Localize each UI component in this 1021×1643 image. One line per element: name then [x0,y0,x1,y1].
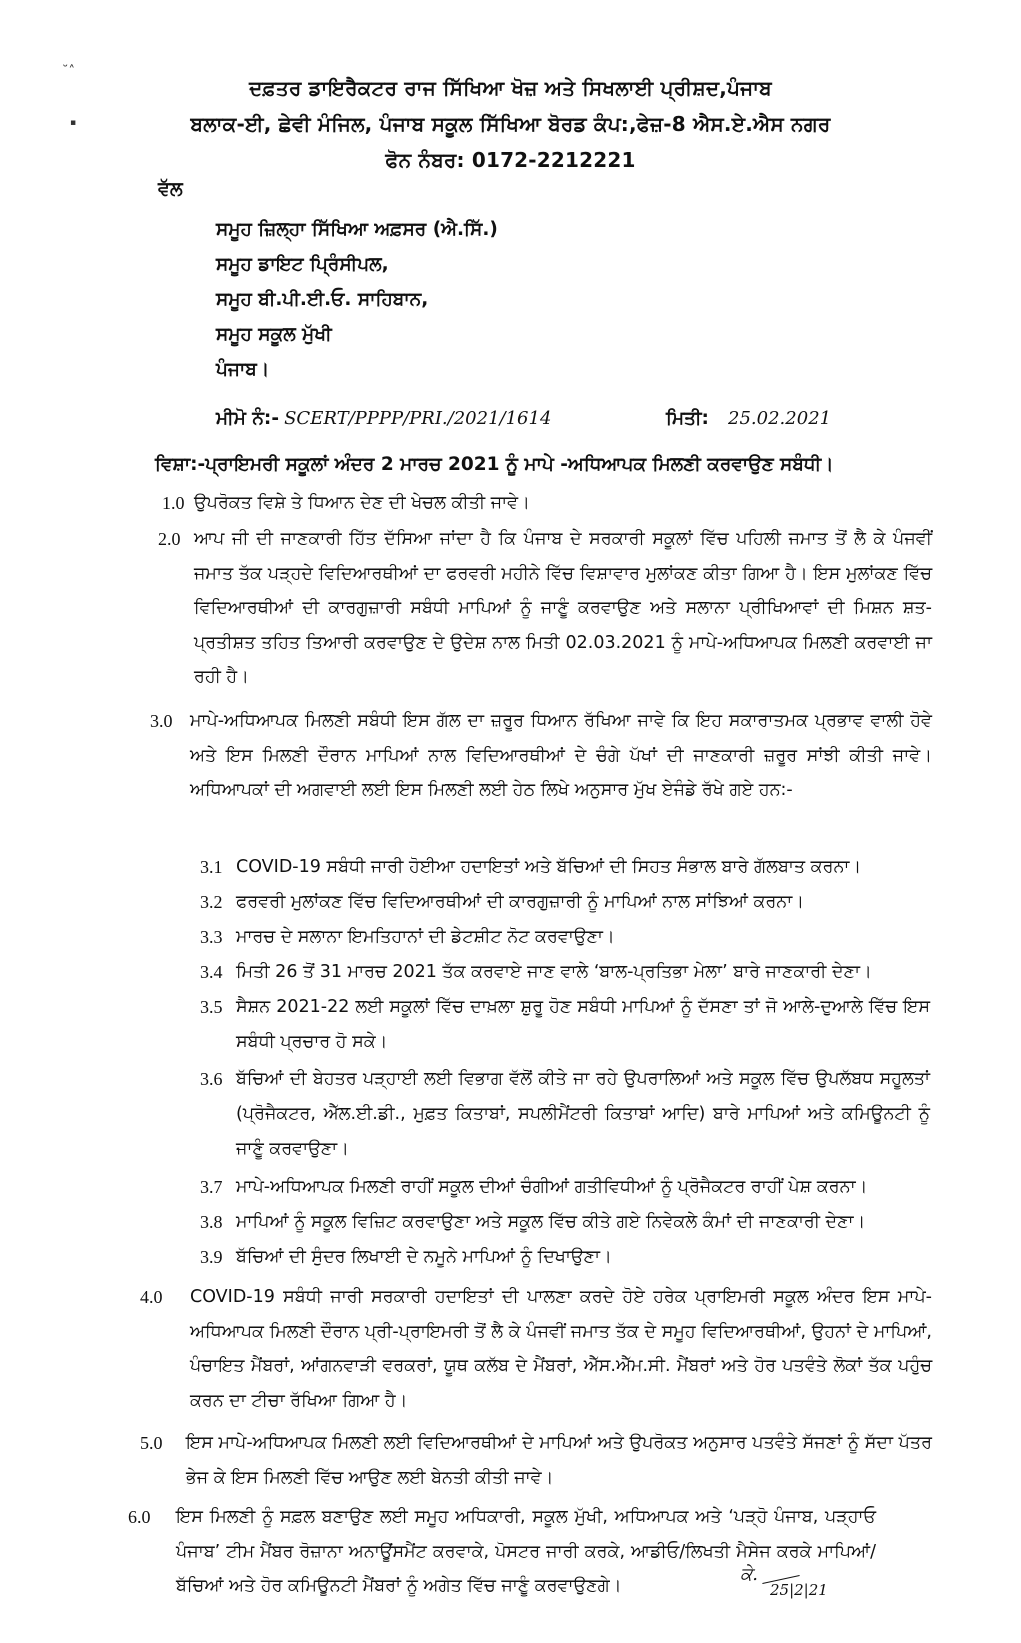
addressee-item: ਸਮੂਹ ਸਕੂਲ ਮੁੱਖੀ [216,324,332,345]
agenda-text: ਮਿਤੀ 26 ਤੋਂ 31 ਮਾਰਚ 2021 ਤੱਕ ਕਰਵਾਏ ਜਾਣ ਵਾਲੇ ‘ਬਾਲ-ਪ੍ਰਤਿਭਾ ਮੇਲਾ’ ਬਾਰੇ ਜਾਣਕਾਰੀ ਦੇਣਾ। [236,962,872,982]
paragraph-1 [150,486,935,520]
memo-label: ਮੀਮੋ ਨੰ:- [216,408,279,429]
date-label: ਮਿਤੀ: [666,408,709,429]
memo-number: SCERT/PPPP/PRI./2021/1614 [284,408,552,429]
agenda-text: ਬੱਚਿਆਂ ਦੀ ਸੁੰਦਰ ਲਿਖਾਈ ਦੇ ਨਮੂਨੇ ਮਾਪਿਆਂ ਨੂੰ ਦਿਖਾਉਣਾ। [236,1247,612,1267]
memo-line [216,408,551,429]
paragraph-text: ਉਪਰੋਕਤ ਵਿਸ਼ੇ ਤੇ ਧਿਆਨ ਦੇਣ ਦੀ ਖੇਚਲ ਕੀਤੀ ਜਾਵੇ। [194,493,530,513]
addressee-list [216,212,498,387]
signature-initials: ਕੇ. [740,1564,758,1585]
agenda-number: 3.4 [200,962,223,982]
to-label: ਵੱਲ [158,178,183,200]
paragraph-number: 5.0 [140,1433,163,1453]
date-value: 25.02.2021 [728,408,832,429]
agenda-number: 3.3 [200,927,223,947]
agenda-number: 3.9 [200,1247,223,1267]
addressee-item: ਸਮੂਹ ਡਾਇਟ ਪ੍ਰਿੰਸੀਪਲ, [216,254,389,275]
date-line [666,408,831,429]
office-name: ਦਫ਼ਤਰ ਡਾਇਰੈਕਟਰ ਰਾਜ ਸਿੱਖਿਆ ਖੋਜ਼ ਅਤੇ ਸਿਖਲਾਈ ਪ੍ਰੀਸ਼ਦ,ਪੰਜਾਬ [249,76,772,100]
office-address: ਬਲਾਕ-ਈ, ਛੇਵੀ ਮੰਜਿਲ, ਪੰਜਾਬ ਸਕੂਲ ਸਿੱਖਿਆ ਬੋਰਡ ਕੰਪ:,ਫੇਜ਼-8 ਐਸ.ਏ.ਐਸ ਨਗਰ [190,112,831,136]
addressee-item: ਸਮੂਹ ਜ਼ਿਲ੍ਹਾ ਸਿੱਖਿਆ ਅਫ਼ਸਰ (ਐ.ਸਿੱ.) [216,219,498,240]
agenda-number: 3.8 [200,1212,223,1232]
signature [740,1564,828,1599]
paragraph-number: 1.0 [162,493,185,513]
paragraph-text: ਇਸ ਮਾਪੇ-ਅਧਿਆਪਕ ਮਿਲਣੀ ਲਈ ਵਿਦਿਆਰਥੀਆਂ ਦੇ ਮਾਪਿਆਂ ਅਤੇ ਉਪਰੋਕਤ ਅਨੁਸਾਰ ਪਤਵੰਤੇ ਸੱਜਣਾਂ ਨੂੰ ਸੱਦਾ ਪੱਤਰ ਭੇਜ ਕੇ ਇਸ ਮਿਲਣੀ ਵਿੱਚ ਆਉਣ ਲਈ ਬੇਨਤੀ ਕੀਤੀ ਜਾਵੇ। [186,1433,932,1488]
agenda-number: 3.7 [200,1177,223,1197]
agenda-number: 3.1 [200,857,223,877]
subject-line: ਵਿਸ਼ਾ:-ਪ੍ਰਾਇਮਰੀ ਸਕੂਲਾਂ ਅੰਦਰ 2 ਮਾਰਚ 2021 ਨੂੰ ਮਾਪੇ -ਅਧਿਆਪਕ ਮਿਲਣੀ ਕਰਵਾਉਣ ਸਬੰਧੀ। [155,454,834,475]
paragraph-text: COVID-19 ਸਬੰਧੀ ਜਾਰੀ ਸਰਕਾਰੀ ਹਦਾਇਤਾਂ ਦੀ ਪਾਲਣਾ ਕਰਦੇ ਹੋਏ ਹਰੇਕ ਪ੍ਰਾਇਮਰੀ ਸਕੂਲ ਅੰਦਰ ਇਸ ਮਾਪੇ-ਅਧਿਆਪਕ ਮਿਲਣੀ ਦੌਰਾਨ ਪ੍ਰੀ-ਪ੍ਰਾਇਮਰੀ ਤੋਂ ਲੈ ਕੇ ਪੰਜਵੀਂ ਜਮਾਤ ਤੱਕ ਦੇ ਸਮੂਹ ਵਿਦਿਆਰਥੀਆਂ, ਉਹਨਾਂ ਦੇ ਮਾਪਿਆਂ, ਪੰਚਾਇਤ ਮੈਂਬਰਾਂ, ਆਂਗਨਵਾੜੀ ਵਰਕਰਾਂ, ਯੂਥ ਕਲੱਬ ਦੇ ਮੈਂਬਰਾਂ, ਐੱਸ.ਐੱਮ.ਸੀ. ਮੈਂਬਰਾਂ ਅਤੇ ਹੋਰ ਪਤਵੰਤੇ ਲੋਕਾਂ ਤੱਕ ਪਹੁੰਚ ਕਰਨ ਦਾ ਟੀਚਾ ਰੱਖਿਆ ਗਿਆ ਹੈ। [190,1287,932,1411]
agenda-text: ਫਰਵਰੀ ਮੁਲਾਂਕਣ ਵਿੱਚ ਵਿਦਿਆਰਥੀਆਂ ਦੀ ਕਾਰਗੁਜ਼ਾਰੀ ਨੂੰ ਮਾਪਿਆਂ ਨਾਲ ਸਾਂਝਿਆਂ ਕਰਨਾ। [236,892,805,912]
paragraph-number: 4.0 [140,1287,163,1307]
paragraph-text: ਮਾਪੇ-ਅਧਿਆਪਕ ਮਿਲਣੀ ਸਬੰਧੀ ਇਸ ਗੱਲ ਦਾ ਜ਼ਰੂਰ ਧਿਆਨ ਰੱਖਿਆ ਜਾਵੇ ਕਿ ਇਹ ਸਕਾਰਾਤਮਕ ਪ੍ਰਭਾਵ ਵਾਲੀ ਹੋਵੇ ਅਤੇ ਇਸ ਮਿਲਣੀ ਦੌਰਾਨ ਮਾਪਿਆਂ ਨਾਲ ਵਿਦਿਆਰਥੀਆਂ ਦੇ ਚੰਗੇ ਪੱਖਾਂ ਦੀ ਜਾਣਕਾਰੀ ਜ਼ਰੂਰ ਸਾਂਝੀ ਕੀਤੀ ਜਾਵੇ। ਅਧਿਆਪਕਾਂ ਦੀ ਅਗਵਾਈ ਲਈ ਇਸ ਮਿਲਣੀ ਲਈ ਹੇਠ ਲਿਖੇ ਅਨੁਸਾਰ ਮੁੱਖ ਏਜੰਡੇ ਰੱਖੇ ਗਏ ਹਨ:- [190,711,932,800]
agenda-text: COVID-19 ਸਬੰਧੀ ਜਾਰੀ ਹੋਈਆ ਹਦਾਇਤਾਂ ਅਤੇ ਬੱਚਿਆਂ ਦੀ ਸਿਹਤ ਸੰਭਾਲ ਬਾਰੇ ਗੱਲਬਾਤ ਕਰਨਾ। [236,857,862,877]
addressee-item: ਸਮੂਹ ਬੀ.ਪੀ.ਈ.ਓ. ਸਾਹਿਬਾਨ, [216,289,429,310]
signature-date: 25|2|21 [770,1581,828,1599]
paragraph-3 [150,704,935,844]
scan-mark: ▪ [70,118,77,128]
agenda-text: ਮਾਪਿਆਂ ਨੂੰ ਸਕੂਲ ਵਿਜ਼ਿਟ ਕਰਵਾਉਣਾ ਅਤੇ ਸਕੂਲ ਵਿੱਚ ਕੀਤੇ ਗਏ ਨਿਵੇਕਲੇ ਕੰਮਾਂ ਦੀ ਜਾਣਕਾਰੀ ਦੇਣਾ। [236,1212,866,1232]
agenda-text: ਮਾਰਚ ਦੇ ਸਲਾਨਾ ਇਮਤਿਹਾਨਾਂ ਦੀ ਡੇਟਸ਼ੀਟ ਨੋਟ ਕਰਵਾਉਣਾ। [236,927,615,947]
paragraph-5 [140,1426,935,1496]
office-phone: ਫੋਨ ਨੰਬਰ: 0172-2212221 [385,148,636,172]
paragraph-4 [140,1280,935,1420]
scan-mark: ˘˄ [62,64,75,79]
letterhead [0,70,1021,178]
agenda-number: 3.5 [200,997,223,1017]
agenda-text: ਮਾਪੇ-ਅਧਿਆਪਕ ਮਿਲਣੀ ਰਾਹੀਂ ਸਕੂਲ ਦੀਆਂ ਚੰਗੀਆਂ ਗਤੀਵਿਧੀਆਂ ਨੂੰ ਪ੍ਰੋਜੈਕਟਰ ਰਾਹੀਂ ਪੇਸ਼ ਕਰਨਾ। [236,1177,868,1197]
paragraph-2 [150,522,935,694]
agenda-text: ਬੱਚਿਆਂ ਦੀ ਬੇਹਤਰ ਪੜ੍ਹਾਈ ਲਈ ਵਿਭਾਗ ਵੱਲੋਂ ਕੀਤੇ ਜਾ ਰਹੇ ਉਪਰਾਲਿਆਂ ਅਤੇ ਸਕੂਲ ਵਿੱਚ ਉਪਲੱਬਧ ਸਹੂਲਤਾਂ (ਪ੍ਰੋਜੈਕਟਰ, ਐੱਲ.ਈ.ਡੀ., ਮੁਫ਼ਤ ਕਿਤਾਬਾਂ, ਸਪਲੀਮੈਂਟਰੀ ਕਿਤਾਬਾਂ ਆਦਿ) ਬਾਰੇ ਮਾਪਿਆਂ ਅਤੇ ਕਮਿਊਨਟੀ ਨੂੰ ਜਾਣੂੰ ਕਰਵਾਉਣਾ। [236,1069,930,1159]
addressee-item: ਪੰਜਾਬ। [216,359,270,380]
agenda-number: 3.6 [200,1069,223,1089]
paragraph-number: 6.0 [128,1507,151,1527]
paragraph-number: 2.0 [158,529,181,549]
agenda-number: 3.2 [200,892,223,912]
paragraph-text: ਆਪ ਜੀ ਦੀ ਜਾਣਕਾਰੀ ਹਿੱਤ ਦੱਸਿਆ ਜਾਂਦਾ ਹੈ ਕਿ ਪੰਜਾਬ ਦੇ ਸਰਕਾਰੀ ਸਕੂਲਾਂ ਵਿੱਚ ਪਹਿਲੀ ਜਮਾਤ ਤੋਂ ਲੈ ਕੇ ਪੰਜਵੀਂ ਜਮਾਤ ਤੱਕ ਪੜ੍ਹਦੇ ਵਿਦਿਆਰਥੀਆਂ ਦਾ ਫਰਵਰੀ ਮਹੀਨੇ ਵਿੱਚ ਵਿਸ਼ਾਵਾਰ ਮੁਲਾਂਕਣ ਕੀਤਾ ਗਿਆ ਹੈ। ਇਸ ਮੁਲਾਂਕਣ ਵਿੱਚ ਵਿਦਿਆਰਥੀਆਂ ਦੀ ਕਾਰਗੁਜ਼ਾਰੀ ਸਬੰਧੀ ਮਾਪਿਆਂ ਨੂੰ ਜਾਣੂੰ ਕਰਵਾਉਣ ਅਤੇ ਸਲਾਨਾ ਪ੍ਰੀਖਿਆਵਾਂ ਦੀ ਮਿਸ਼ਨ ਸ਼ਤ-ਪ੍ਰਤੀਸ਼ਤ ਤਹਿਤ ਤਿਆਰੀ ਕਰਵਾਉਣ ਦੇ ਉਦੇਸ਼ ਨਾਲ ਮਿਤੀ 02.03.2021 ਨੂੰ ਮਾਪੇ-ਅਧਿਆਪਕ ਮਿਲਣੀ ਕਰਵਾਈ ਜਾ ਰਹੀ ਹੈ। [194,529,932,687]
agenda-text: ਸੈਸ਼ਨ 2021-22 ਲਈ ਸਕੂਲਾਂ ਵਿੱਚ ਦਾਖ਼ਲਾ ਸ਼ੁਰੂ ਹੋਣ ਸਬੰਧੀ ਮਾਪਿਆਂ ਨੂੰ ਦੱਸਣਾ ਤਾਂ ਜੋ ਆਲੇ-ਦੁਆਲੇ ਵਿੱਚ ਇਸ ਸਬੰਧੀ ਪ੍ਰਚਾਰ ਹੋ ਸਕੇ। [236,997,930,1052]
paragraph-number: 3.0 [150,711,173,731]
paragraph-text: ਇਸ ਮਿਲਣੀ ਨੂੰ ਸਫ਼ਲ ਬਣਾਉਣ ਲਈ ਸਮੂਹ ਅਧਿਕਾਰੀ, ਸਕੂਲ ਮੁੱਖੀ, ਅਧਿਆਪਕ ਅਤੇ ‘ਪੜ੍ਹੋ ਪੰਜਾਬ, ਪੜ੍ਹਾਓ ਪੰਜਾਬ’ ਟੀਮ ਮੈਂਬਰ ਰੋਜ਼ਾਨਾ ਅਨਾਊਂਸਮੈਂਟ ਕਰਵਾਕੇ, ਪੋਸਟਰ ਜਾਰੀ ਕਰਕੇ, ਆਡੀਓ/ਲਿਖਤੀ ਮੈਸੇਜ ਕਰਕੇ ਮਾਪਿਆਂ/ਬੱਚਿਆਂ ਅਤੇ ਹੋਰ ਕਮਿਊਨਟੀ ਮੈਂਬਰਾਂ ਨੂੰ ਅਗੇਤ ਵਿੱਚ ਜਾਣੂੰ ਕਰਵਾਉਣਗੇ। [176,1507,876,1596]
